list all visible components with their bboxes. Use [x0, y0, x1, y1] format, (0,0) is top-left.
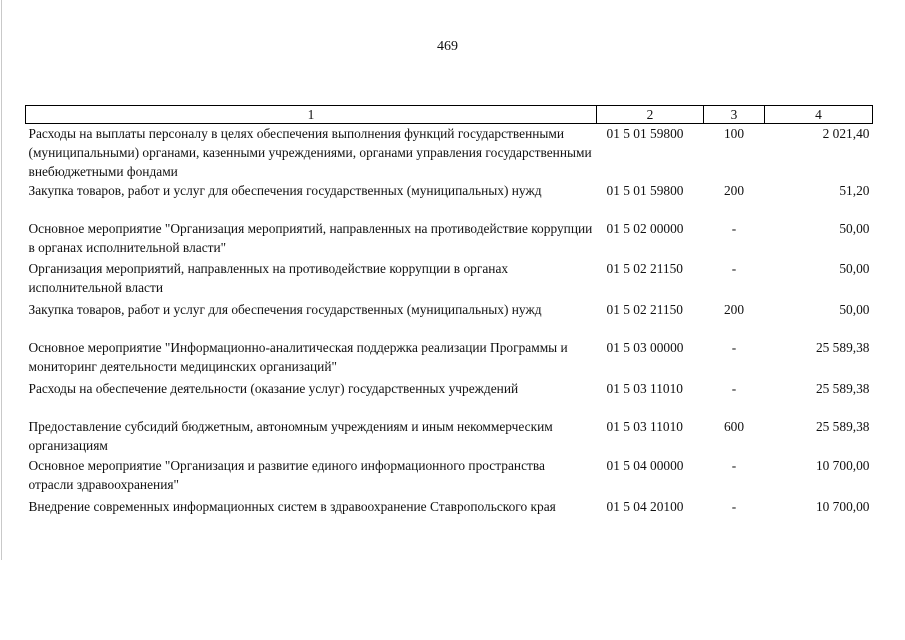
row-name: Закупка товаров, работ и услуг для обеспечения государственных (муниципальных) нужд [28, 302, 542, 317]
row-code: 01 5 02 21150 [606, 302, 683, 317]
table-row [26, 219, 873, 259]
table-row [26, 417, 873, 456]
row-code: 01 5 03 00000 [606, 340, 684, 355]
row-amount: 2 021,40 [822, 126, 870, 141]
table-row [26, 259, 873, 300]
table-row [26, 456, 873, 497]
row-name: Предоставление субсидий бюджетным, автономным учреждениям и иным некоммерческим организациям [28, 419, 553, 453]
page-number: 469 [437, 39, 458, 54]
row-kind: - [731, 261, 737, 276]
row-amount: 50,00 [839, 302, 870, 317]
row-amount: 51,20 [839, 183, 870, 198]
row-amount: 50,00 [839, 261, 870, 276]
row-amount: 10 700,00 [815, 499, 870, 514]
table-row [26, 300, 873, 338]
budget-table [25, 105, 873, 537]
row-amount: 10 700,00 [815, 458, 870, 473]
table-header [26, 106, 873, 124]
row-code: 01 5 04 00000 [606, 458, 684, 473]
row-name: Основное мероприятие "Организация и развитие единого информационного пространства отрасли здравоохранения" [28, 458, 545, 492]
row-code: 01 5 03 11010 [606, 419, 683, 434]
row-amount: 25 589,38 [815, 419, 870, 434]
row-name: Основное мероприятие "Организация мероприятий, направленных на противодействие коррупции в органах исполнительной власти" [28, 221, 593, 255]
row-code: 01 5 02 00000 [606, 221, 684, 236]
table-body [26, 124, 873, 538]
row-name: Организация мероприятий, направленных на противодействие коррупции в органах исполнительной власти [28, 261, 509, 295]
row-kind: - [731, 340, 737, 355]
header-row [26, 106, 873, 124]
table-row [26, 497, 873, 537]
row-kind: - [731, 221, 737, 236]
row-kind: 200 [723, 302, 745, 317]
row-name: Внедрение современных информационных систем в здравоохранение Ставропольского края [28, 499, 556, 514]
column-header-3: 3 [704, 106, 765, 124]
row-amount: 25 589,38 [815, 381, 870, 396]
row-code: 01 5 01 59800 [606, 126, 684, 141]
row-name: Расходы на обеспечение деятельности (оказание услуг) государственных учреждений [28, 381, 519, 396]
row-name: Закупка товаров, работ и услуг для обеспечения государственных (муниципальных) нужд [28, 183, 542, 198]
column-header-2: 2 [597, 106, 704, 124]
column-header-1: 1 [26, 106, 597, 124]
table-row [26, 124, 873, 182]
table-row [26, 338, 873, 379]
row-kind: - [731, 499, 737, 514]
row-kind: - [731, 381, 737, 396]
row-code: 01 5 01 59800 [606, 183, 684, 198]
row-kind: 600 [723, 419, 745, 434]
row-kind: - [731, 458, 737, 473]
row-amount: 25 589,38 [815, 340, 870, 355]
row-code: 01 5 04 20100 [606, 499, 684, 514]
column-header-4: 4 [765, 106, 873, 124]
row-amount: 50,00 [839, 221, 870, 236]
row-name: Основное мероприятие "Информационно-аналитическая поддержка реализации Программы и мониторинг деятельности медицинских организаций" [28, 340, 568, 374]
row-code: 01 5 03 11010 [606, 381, 683, 396]
scan-edge-line [1, 0, 2, 560]
row-code: 01 5 02 21150 [606, 261, 683, 276]
row-kind: 100 [723, 126, 745, 141]
row-name: Расходы на выплаты персоналу в целях обеспечения выполнения функций государственными (муниципальными) органами, казенными учреждениями, органами управления государственными внебюджетными фондами [28, 126, 592, 179]
row-kind: 200 [723, 183, 745, 198]
table-row [26, 379, 873, 417]
table-row [26, 181, 873, 219]
